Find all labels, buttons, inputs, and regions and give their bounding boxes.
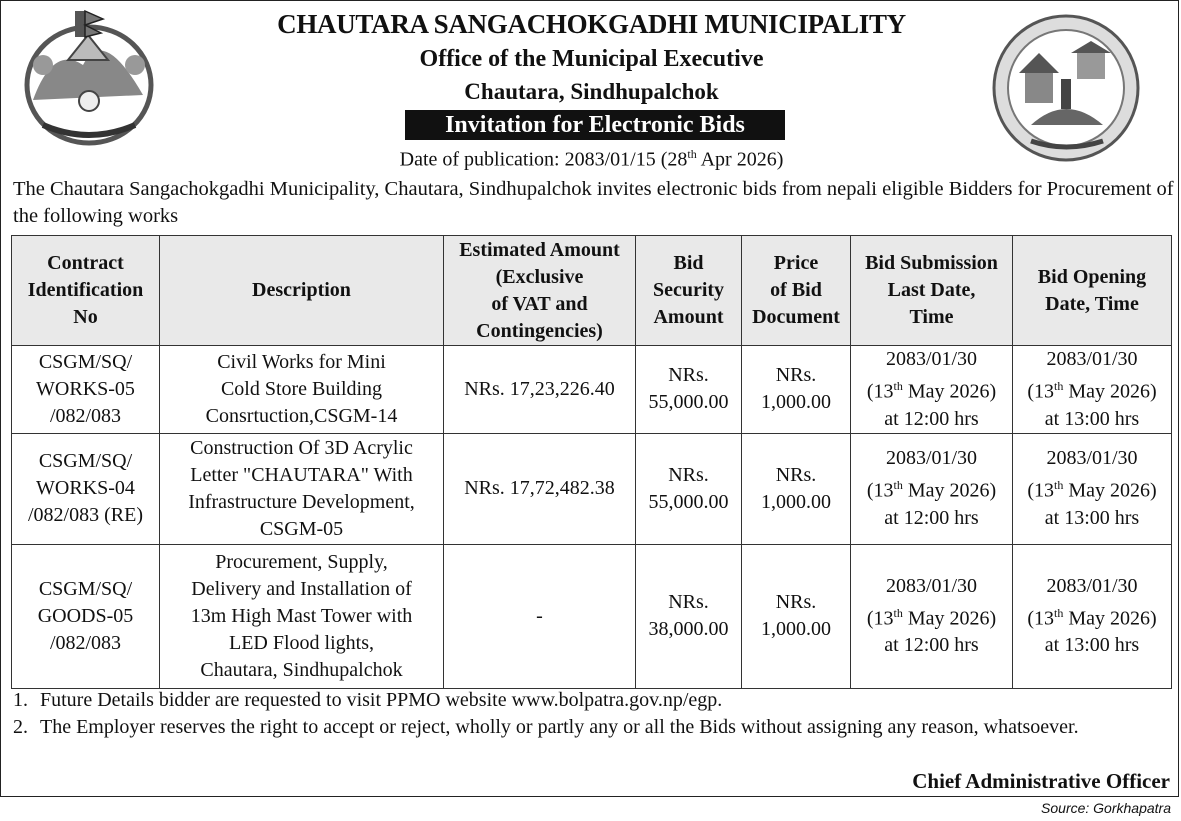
note-text: The Employer reserves the right to accept or reject, wholly or partly any or all the Bids without assigning any reason, whatsoever. (40, 716, 1079, 738)
description-cell: Procurement, Supply, Delivery and Installation of 13m High Mast Tower with LED Flood lights, Chautara, Sindhupalchok (160, 544, 444, 688)
submission-deadline-cell: 2083/01/30 (13th May 2026) at 12:00 hrs (851, 346, 1013, 434)
intro-paragraph: The Chautara Sangachokgadhi Municipality, Chautara, Sindhupalchok invites electronic bids from nepali eligible Bidders for Procurement of the following works (13, 178, 1174, 227)
submission-deadline-cell: 2083/01/30 (13th May 2026) at 12:00 hrs (851, 544, 1013, 688)
note-text: Future Details bidder are requested to visit PPMO website www.bolpatra.gov.np/egp. (40, 689, 723, 711)
table-row (12, 544, 1172, 688)
table-header-row (12, 236, 1172, 346)
bids-table (11, 235, 1172, 689)
opening-date-cell: 2083/01/30 (13th May 2026) at 13:00 hrs (1013, 544, 1172, 688)
bid-security-cell: NRs. 55,000.00 (636, 433, 742, 544)
column-header-contract-id: Contract Identification No (12, 236, 160, 346)
contract-id-cell: CSGM/SQ/ GOODS-05 /082/083 (12, 544, 160, 688)
column-header-description: Description (160, 236, 444, 346)
office-location: Chautara, Sindhupalchok (464, 79, 719, 104)
submission-deadline-cell: 2083/01/30 (13th May 2026) at 12:00 hrs (851, 433, 1013, 544)
column-header-document-price: Price of Bid Document (742, 236, 851, 346)
estimated-amount-cell: NRs. 17,23,226.40 (444, 346, 636, 434)
column-header-submission-deadline: Bid Submission Last Date, Time (851, 236, 1013, 346)
note-item: 2. The Employer reserves the right to accept or reject, wholly or partly any or all the Bids without assigning any reason, whatsoever. (13, 714, 1173, 741)
column-header-estimated-amount: Estimated Amount (Exclusive of VAT and Contingencies) (444, 236, 636, 346)
document-price-cell: NRs. 1,000.00 (742, 346, 851, 434)
office-name: Office of the Municipal Executive (419, 46, 764, 72)
publication-date: Date of publication: 2083/01/15 (28th Apr 2026) (399, 147, 784, 171)
table-row (12, 346, 1172, 434)
contract-id-cell: CSGM/SQ/ WORKS-04 /082/083 (RE) (12, 433, 160, 544)
source-credit: Source: Gorkhapatra (1041, 800, 1171, 816)
column-header-bid-security: Bid Security Amount (636, 236, 742, 346)
notice-title: Invitation for Electronic Bids (405, 110, 785, 140)
opening-date-cell: 2083/01/30 (13th May 2026) at 13:00 hrs (1013, 433, 1172, 544)
document-price-cell: NRs. 1,000.00 (742, 433, 851, 544)
document-price-cell: NRs. 1,000.00 (742, 544, 851, 688)
contract-id-cell: CSGM/SQ/ WORKS-05 /082/083 (12, 346, 160, 434)
table-row (12, 433, 1172, 544)
description-cell: Civil Works for Mini Cold Store Building Consrtuction,CSGM-14 (160, 346, 444, 434)
notes-list (13, 687, 1173, 741)
municipality-name: CHAUTARA SANGACHOKGADHI MUNICIPALITY (277, 9, 906, 39)
description-cell: Construction Of 3D Acrylic Letter "CHAUTARA" With Infrastructure Development, CSGM-05 (160, 433, 444, 544)
estimated-amount-cell: - (444, 544, 636, 688)
signatory-title: Chief Administrative Officer (912, 769, 1170, 793)
bid-security-cell: NRs. 55,000.00 (636, 346, 742, 434)
note-item: 1. Future Details bidder are requested to visit PPMO website www.bolpatra.gov.np/egp. (13, 687, 1173, 714)
column-header-opening-date: Bid Opening Date, Time (1013, 236, 1172, 346)
opening-date-cell: 2083/01/30 (13th May 2026) at 13:00 hrs (1013, 346, 1172, 434)
estimated-amount-cell: NRs. 17,72,482.38 (444, 433, 636, 544)
bid-security-cell: NRs. 38,000.00 (636, 544, 742, 688)
